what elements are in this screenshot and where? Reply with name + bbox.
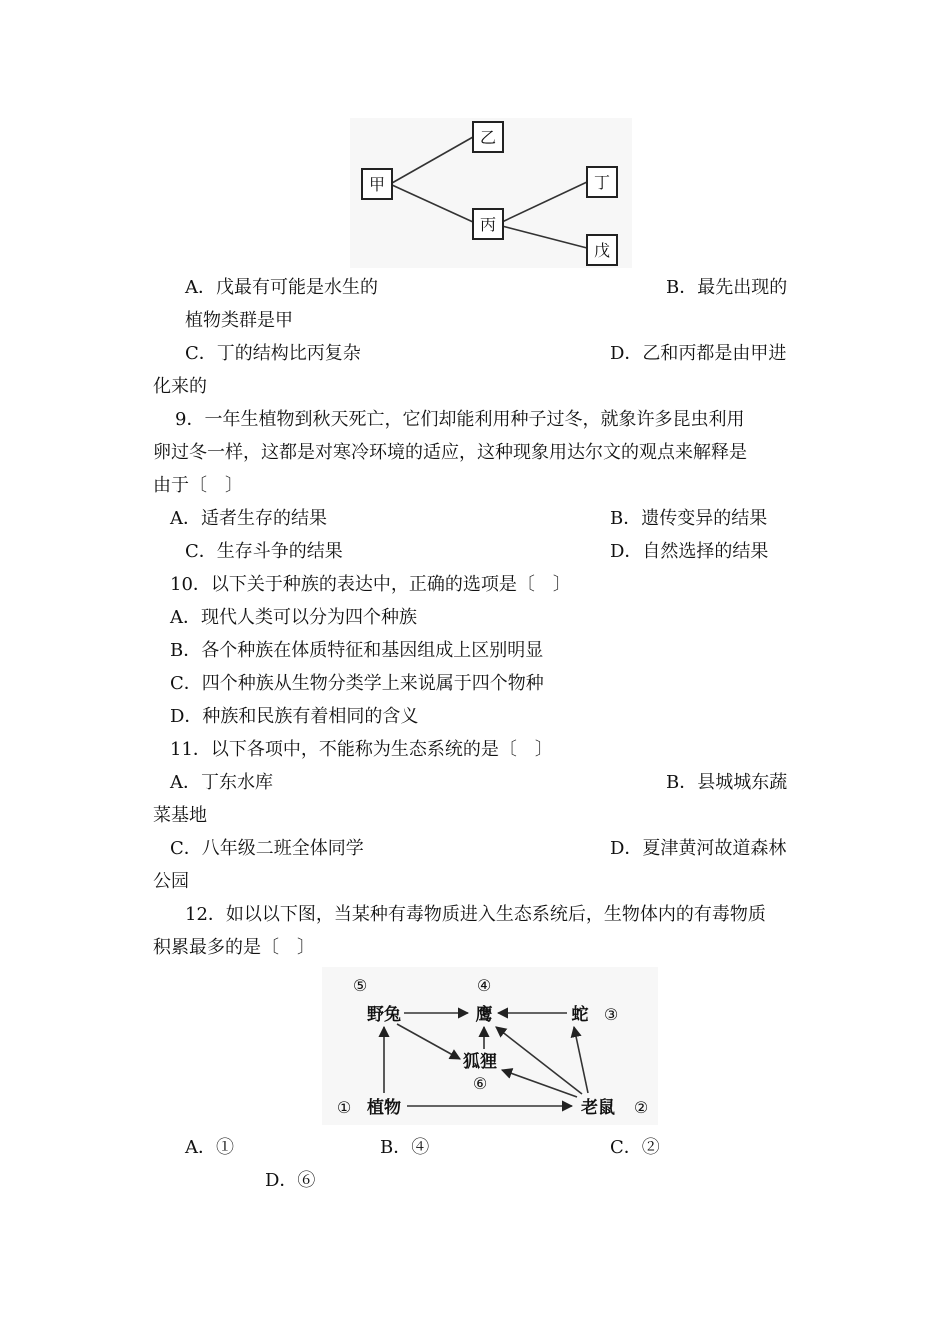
svg-text:丙: 丙 xyxy=(479,215,497,234)
q12-option-c: C．② xyxy=(610,1137,660,1158)
q9-stem-line1: 9．一年生植物到秋天死亡，它们却能利用种子过冬，就象许多昆虫利用 xyxy=(175,409,745,430)
svg-text:野兔: 野兔 xyxy=(367,1005,401,1025)
svg-text:①: ① xyxy=(336,1098,352,1117)
mouse-node xyxy=(580,1097,648,1118)
node-wu xyxy=(587,235,617,265)
q10-stem: 10．以下关于种族的表达中，正确的选项是〔 〕 xyxy=(170,574,571,595)
q12-stem-line1: 12．如以以下图，当某种有毒物质进入生态系统后，生物体内的有毒物质 xyxy=(185,904,766,925)
svg-text:⑥: ⑥ xyxy=(472,1074,488,1093)
q8-option-b: B．最先出现的 xyxy=(666,277,788,298)
svg-text:狐狸: 狐狸 xyxy=(463,1052,497,1072)
q11-option-b-cont: 菜基地 xyxy=(153,805,207,826)
svg-text:老鼠: 老鼠 xyxy=(581,1098,615,1118)
q9-stem-line3: 由于〔 〕 xyxy=(153,475,243,496)
q12-stem-line2: 积累最多的是〔 〕 xyxy=(153,937,315,958)
svg-text:③: ③ xyxy=(603,1005,619,1024)
node-jia xyxy=(362,169,392,199)
svg-text:④: ④ xyxy=(476,976,492,995)
q8-option-d: D．乙和丙都是由甲进 xyxy=(610,343,787,364)
evolution-tree-diagram xyxy=(350,118,632,268)
q11-option-b: B．县城城东蔬 xyxy=(666,772,788,793)
q11-option-c: C．八年级二班全体同学 xyxy=(170,838,364,859)
q12-option-d: D．⑥ xyxy=(265,1170,316,1191)
svg-text:②: ② xyxy=(633,1098,649,1117)
q12-option-b: B．④ xyxy=(380,1137,430,1158)
q8-option-b-cont: 植物类群是甲 xyxy=(185,310,293,331)
q9-option-d: D．自然选择的结果 xyxy=(610,541,769,562)
q10-option-c: C．四个种族从生物分类学上来说属于四个物种 xyxy=(170,673,544,694)
node-ding xyxy=(587,167,617,197)
q9-option-a: A．适者生存的结果 xyxy=(170,508,327,529)
q10-option-a: A．现代人类可以分为四个种族 xyxy=(170,607,417,628)
svg-text:丁: 丁 xyxy=(593,173,611,192)
q11-option-d-cont: 公园 xyxy=(153,871,189,892)
q11-option-d: D．夏津黄河故道森林 xyxy=(610,838,787,859)
q10-option-d: D．种族和民族有着相同的含义 xyxy=(170,706,419,727)
q8-option-a: A．戊最有可能是水生的 xyxy=(185,277,378,298)
food-web-diagram xyxy=(322,967,658,1125)
svg-text:乙: 乙 xyxy=(479,128,497,147)
q11-stem: 11．以下各项中，不能称为生态系统的是〔 〕 xyxy=(170,739,553,760)
q10-option-b: B．各个种族在体质特征和基因组成上区别明显 xyxy=(170,640,544,661)
svg-text:鹰: 鹰 xyxy=(475,1005,493,1025)
node-yi xyxy=(473,122,503,152)
q8-option-c: C．丁的结构比丙复杂 xyxy=(185,343,361,364)
svg-text:戊: 戊 xyxy=(593,241,611,260)
svg-text:蛇: 蛇 xyxy=(571,1005,589,1025)
svg-text:甲: 甲 xyxy=(368,175,386,194)
q11-option-a: A．丁东水库 xyxy=(170,772,273,793)
svg-text:植物: 植物 xyxy=(367,1098,401,1118)
q12-option-a: A．① xyxy=(185,1137,234,1158)
q9-stem-line2: 卵过冬一样，这都是对寒冷环境的适应，这种现象用达尔文的观点来解释是 xyxy=(153,442,747,463)
q8-option-d-cont: 化来的 xyxy=(153,376,207,397)
node-bing xyxy=(473,209,503,239)
q9-option-c: C．生存斗争的结果 xyxy=(185,541,343,562)
q9-option-b: B．遗传变异的结果 xyxy=(610,508,768,529)
plant-node xyxy=(337,1097,401,1118)
svg-text:⑤: ⑤ xyxy=(352,976,368,995)
